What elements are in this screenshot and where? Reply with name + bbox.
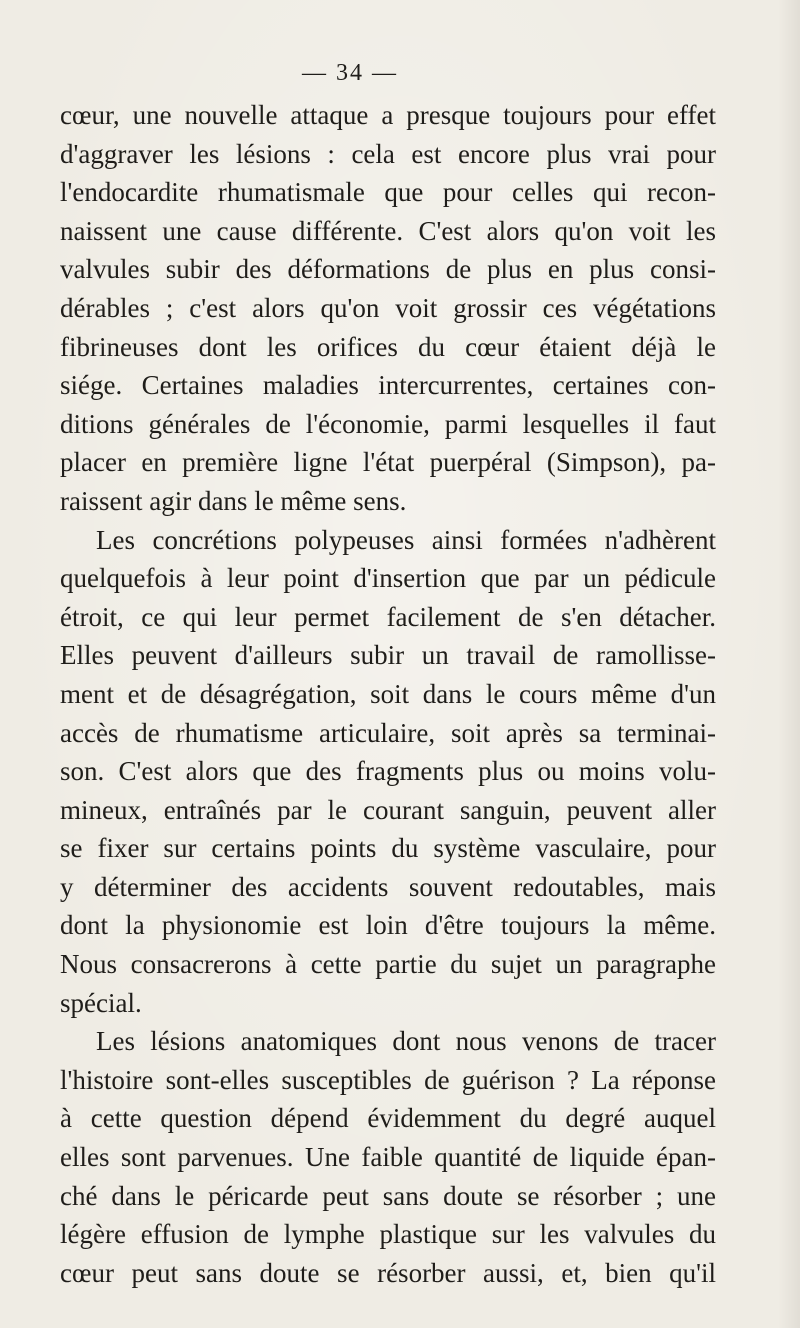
- text-line: placer en première ligne l'état puerpéral (Simpson), pa-: [60, 447, 716, 478]
- text-line: ment et de désagrégation, soit dans le cours même d'un: [60, 678, 716, 709]
- text-line: Nous consacrerons à cette partie du sujet un paragraphe: [60, 949, 716, 980]
- text-line: cœur, une nouvelle attaque a presque toujours pour effet: [60, 100, 716, 130]
- text-line: ditions générales de l'économie, parmi lesquelles il faut: [60, 408, 716, 439]
- text-line: Elles peuvent d'ailleurs subir un travail de ramollisse-: [60, 640, 716, 671]
- text-line: raissent agir dans le même sens.: [60, 485, 407, 516]
- text-line: mineux, entraînés par le courant sanguin, peuvent aller: [60, 794, 716, 825]
- text-line: dont la physionomie est loin d'être toujours la même.: [60, 910, 716, 941]
- text-line: l'endocardite rhumatismale que pour celles qui recon-: [60, 177, 716, 208]
- text-line: elles sont parvenues. Une faible quantité de liquide épan-: [60, 1142, 716, 1173]
- text-line: légère effusion de lymphe plastique sur les valvules du: [60, 1219, 716, 1250]
- page-number: — 34 —: [302, 60, 398, 86]
- text-line: siége. Certaines maladies intercurrentes, certaines con-: [60, 370, 716, 401]
- text-line: se fixer sur certains points du système vasculaire, pour: [60, 833, 716, 864]
- text-line: à cette question dépend évidemment du degré auquel: [60, 1103, 716, 1134]
- text-line: Les concrétions polypeuses ainsi formées n'adhèrent: [96, 524, 716, 555]
- text-line: accès de rhumatisme articulaire, soit après sa terminai-: [60, 717, 716, 748]
- text-line: Les lésions anatomiques dont nous venons de tracer: [96, 1026, 716, 1057]
- text-line: y déterminer des accidents souvent redoutables, mais: [60, 871, 716, 902]
- text-line: l'histoire sont-elles susceptibles de guérison ? La réponse: [60, 1064, 716, 1095]
- text-line: dérables ; c'est alors qu'on voit grossir ces végétations: [60, 292, 716, 323]
- text-line: naissent une cause différente. C'est alors qu'on voit les: [60, 215, 716, 246]
- text-line: valvules subir des déformations de plus en plus consi-: [60, 254, 716, 285]
- text-line: d'aggraver les lésions : cela est encore plus vrai pour: [60, 138, 716, 169]
- page-edge-shadow: [778, 0, 800, 1328]
- text-line: cœur peut sans doute se résorber aussi, et, bien qu'il: [60, 1257, 716, 1288]
- text-line: étroit, ce qui leur permet facilement de s'en détacher.: [60, 601, 716, 632]
- body-text: [60, 96, 716, 1292]
- text-line: quelquefois à leur point d'insertion que par un pédicule: [60, 563, 716, 594]
- text-line: fibrineuses dont les orifices du cœur étaient déjà le: [60, 331, 716, 362]
- text-line: son. C'est alors que des fragments plus ou moins volu-: [60, 756, 716, 787]
- text-line: spécial.: [60, 987, 142, 1018]
- text-line: ché dans le péricarde peut sans doute se résorber ; une: [60, 1180, 716, 1211]
